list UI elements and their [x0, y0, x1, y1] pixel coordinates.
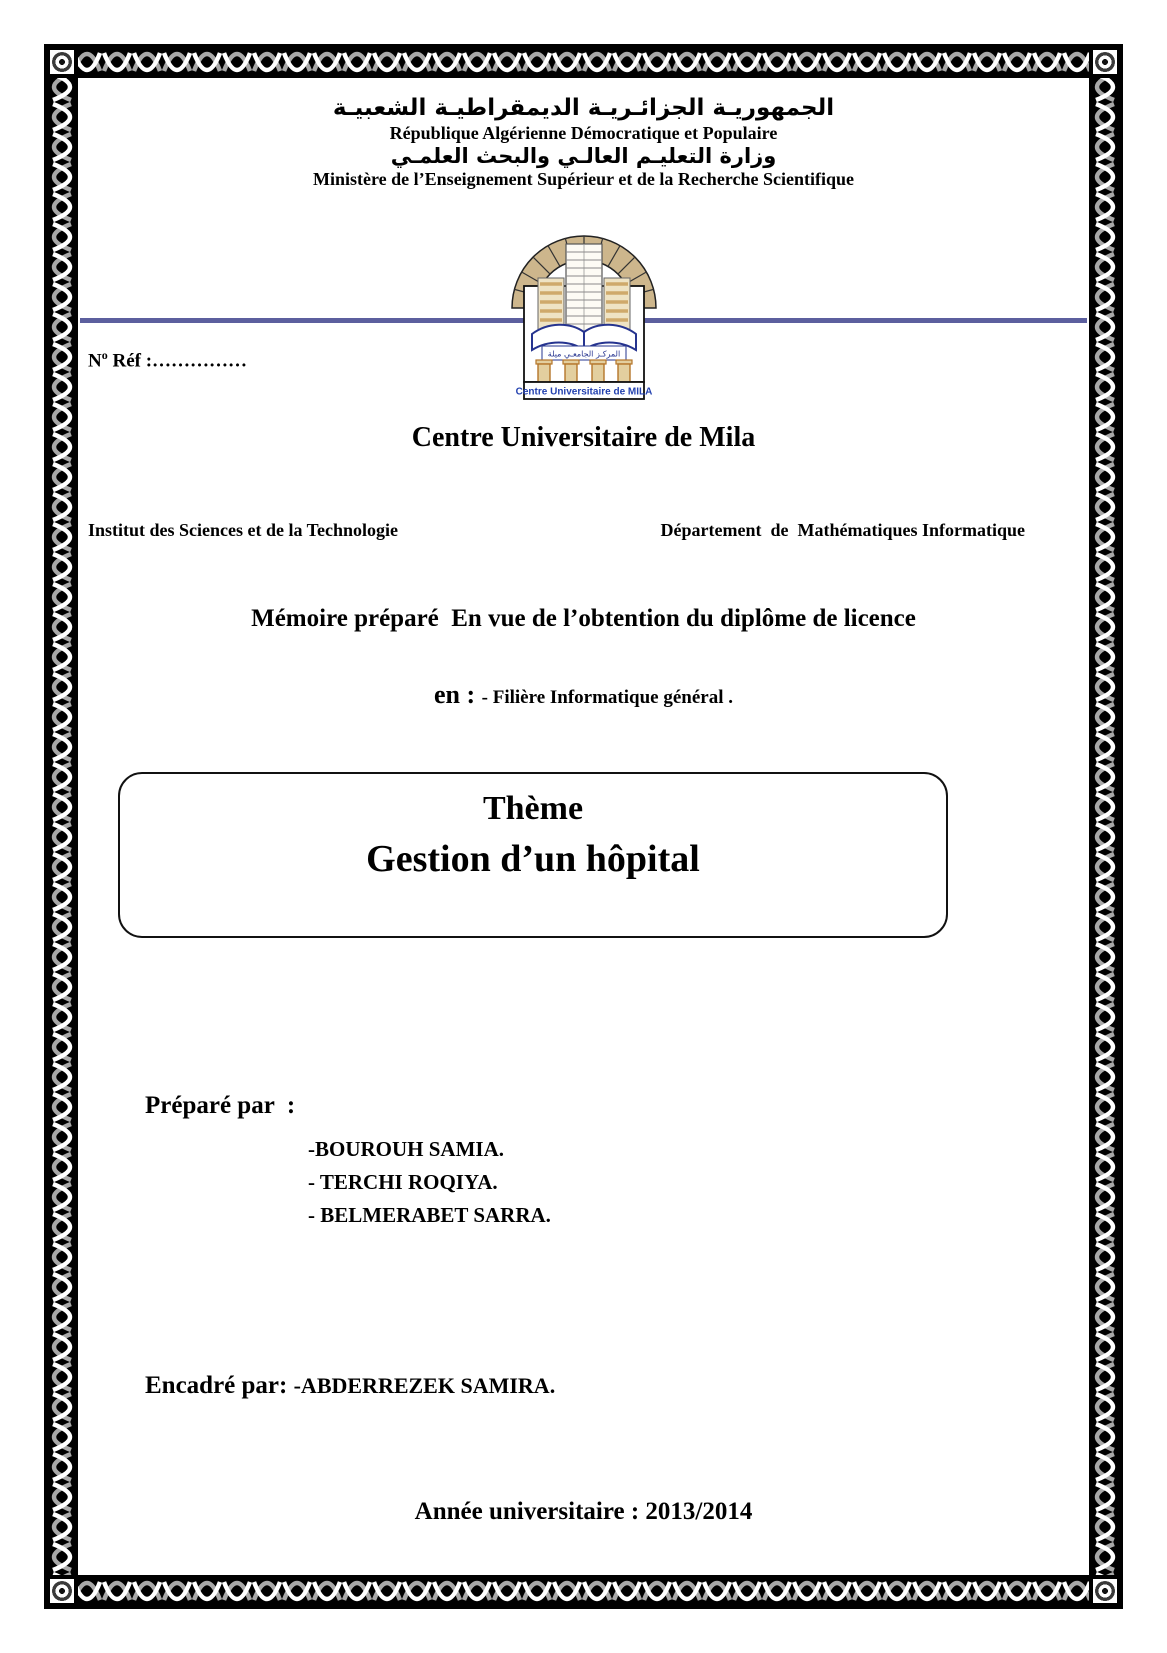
field-text: - Filière Informatique général . — [481, 687, 733, 708]
ministry-name-french: Ministère de l’Enseignement Supérieur et de la Recherche Scientifique — [313, 169, 854, 190]
republic-name-arabic: الجمهوريـة الجزائـريـة الديمقراطيـة الشعبيـة — [332, 95, 835, 121]
republic-name-french: République Algérienne Démocratique et Populaire — [389, 123, 778, 144]
border-strip-top — [78, 46, 1089, 78]
ref-dots: Réf :…………… — [107, 350, 248, 372]
logo-banner-arabic: المركـز الجامعـي ميلة — [547, 349, 620, 359]
border-strip-bottom — [78, 1575, 1089, 1607]
border-corner-ring — [1089, 1575, 1121, 1607]
department-name: Département de Mathématiques Informatique — [660, 520, 1025, 540]
academic-year: Année universitaire : 2013/2014 — [414, 1498, 753, 1525]
memoire-line: Mémoire préparé En vue de l’obtention du diplôme de licence — [251, 605, 916, 632]
university-title: Centre Universitaire de Mila — [411, 422, 756, 453]
ref-label: N — [88, 350, 102, 372]
border-corner-ring — [46, 1575, 78, 1607]
theme-subject: Gestion d’un hôpital — [366, 838, 700, 880]
prepared-by-names — [308, 1133, 551, 1232]
supervisor-line — [145, 1372, 555, 1400]
official-header — [0, 95, 1167, 190]
author-name: - BELMERABET SARRA. — [308, 1203, 551, 1227]
university-logo — [508, 222, 660, 407]
border-strip-right — [1089, 78, 1121, 1575]
logo-caption: Centre Universitaire de MILA — [515, 386, 652, 398]
author-name: - TERCHI ROQIYA. — [308, 1170, 498, 1194]
institute-name: Institut des Sciences et de la Technologie — [88, 520, 399, 540]
ref-sup: o — [101, 348, 108, 362]
theme-title: Thème — [482, 790, 584, 827]
ministry-name-arabic: وزارة التعليـم العالـي والبحث العلمـي — [390, 144, 777, 169]
theme-box — [118, 772, 948, 938]
field-line — [0, 680, 1167, 710]
border-corner-ring — [46, 46, 78, 78]
prepared-by-label: Préparé par : — [145, 1092, 296, 1119]
border-strip-left — [46, 78, 78, 1575]
border-corner-ring — [1089, 46, 1121, 78]
supervisor-name: -ABDERREZEK SAMIRA. — [293, 1373, 556, 1398]
field-prefix: en : — [433, 680, 482, 709]
affiliation-row — [80, 520, 1087, 541]
reference-number — [88, 348, 247, 372]
supervisor-label: Encadré par: — [145, 1372, 294, 1399]
author-name: -BOUROUH SAMIA. — [308, 1137, 505, 1161]
